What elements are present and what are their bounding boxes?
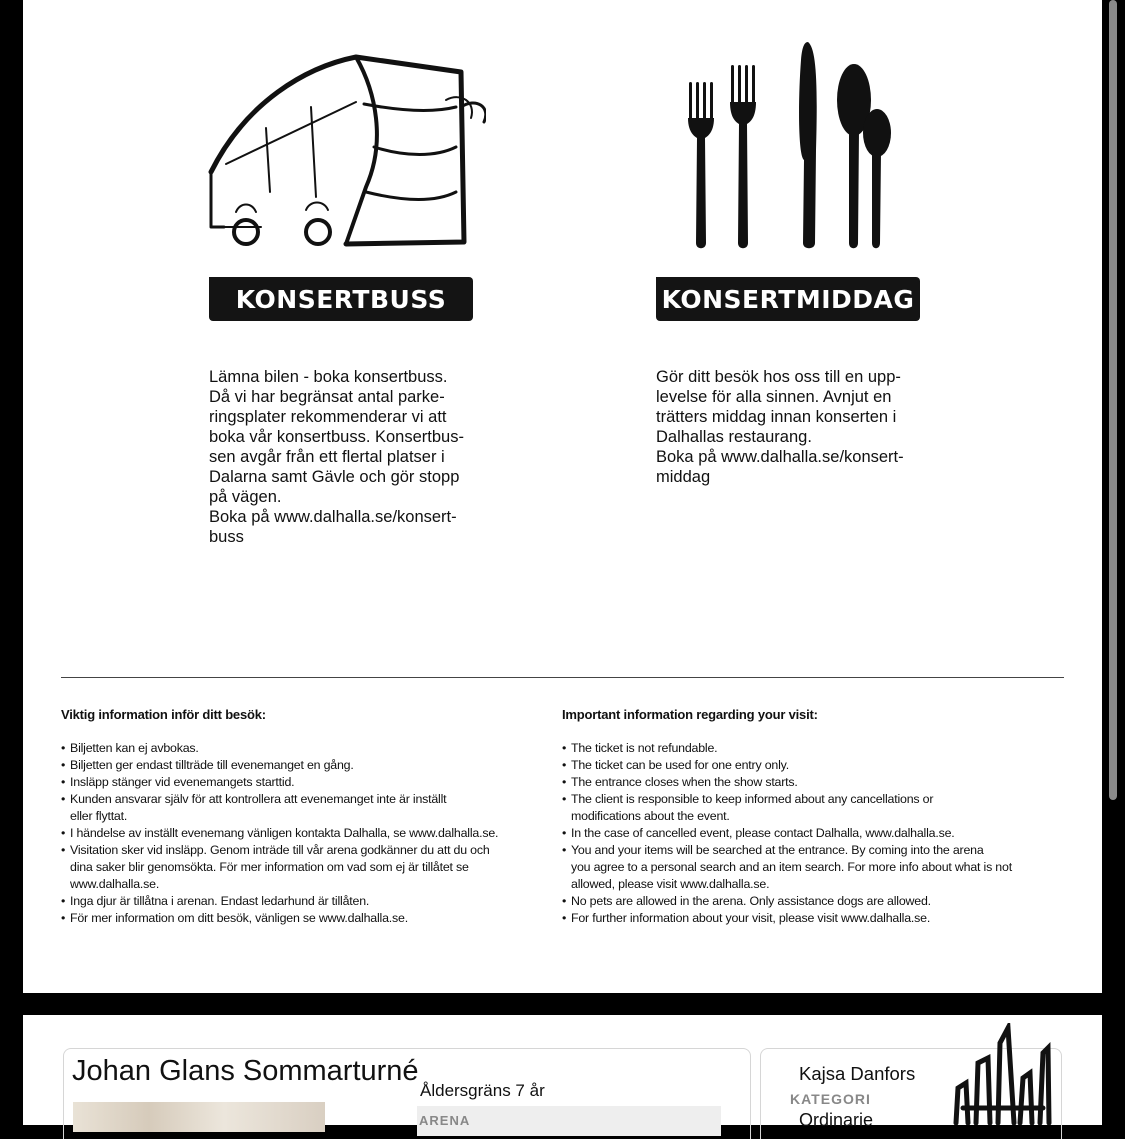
konsertmiddag-banner <box>656 277 920 321</box>
event-title: Johan Glans Sommarturné <box>72 1055 419 1087</box>
artist-name: Kajsa Danfors <box>799 1063 916 1084</box>
list-item: • The client is responsible to keep informed about any cancellations or modifications about the event. <box>562 791 1067 825</box>
info-list-sv <box>61 740 551 927</box>
list-item: • No pets are allowed in the arena. Only assistance dogs are allowed. <box>562 893 1067 910</box>
section-divider <box>61 677 1064 678</box>
list-item: • Kunden ansvarar själv för att kontrollera att evenemanget inte är inställt eller flyttat. <box>61 791 551 825</box>
list-item: • You and your items will be searched at the entrance. By coming into the arena you agree to a personal search and an item search. For more info about what is not allowed, please visit www.dalhalla.se. <box>562 842 1067 893</box>
list-item: • For further information about your visit, please visit www.dalhalla.se. <box>562 910 1067 927</box>
cutlery-icon <box>686 40 891 255</box>
konsertbuss-banner <box>209 277 473 321</box>
ticket-page-info <box>23 0 1102 993</box>
konsertmiddag-text: Gör ditt besök hos oss till en upp- levelse för alla sinnen. Avnjut en trätters middag innan konserten i Dalhallas restaurang. Boka på www.dalhalla.se/konsert- middag <box>656 368 904 486</box>
ticket-page <box>23 1015 1102 1130</box>
list-item: • Inga djur är tillåtna i arenan. Endast ledarhund är tillåten. <box>61 893 551 910</box>
list-item: • För mer information om ditt besök, vänligen se www.dalhalla.se. <box>61 910 551 927</box>
info-heading-sv: Viktig information inför ditt besök: <box>61 707 266 722</box>
list-item: • Insläpp stänger vid evenemangets starttid. <box>61 774 551 791</box>
list-item: • Visitation sker vid insläpp. Genom inträde till vår arena godkänner du att du och dina saker blir genomsökta. För mer information om vad som ej är tillåtet se www.dalhalla.se. <box>61 842 551 893</box>
bus-icon <box>206 52 486 255</box>
list-item: • The ticket can be used for one entry only. <box>562 757 1067 774</box>
list-item: • In the case of cancelled event, please contact Dalhalla, www.dalhalla.se. <box>562 825 1067 842</box>
category-label: KATEGORI <box>790 1091 871 1107</box>
info-list-en <box>562 740 1067 927</box>
list-item: • Biljetten ger endast tillträde till evenemanget en gång. <box>61 757 551 774</box>
info-heading-en: Important information regarding your visit: <box>562 707 818 722</box>
list-item: • Biljetten kan ej avbokas. <box>61 740 551 757</box>
list-item: • The entrance closes when the show starts. <box>562 774 1067 791</box>
konsertbuss-title: KONSERTBUSS <box>235 284 447 314</box>
list-item: • I händelse av inställt evenemang vänligen kontakta Dalhalla, se www.dalhalla.se. <box>61 825 551 842</box>
konsertbuss-text: Lämna bilen - boka konsertbuss. Då vi har begränsat antal parke- ringsplater rekommenderar vi att boka vår konsertbuss. Konsertbus- sen avgår från ett flertal platser i Dalarna samt Gävle och gör stopp på vägen. Boka på www.dalhalla.se/konsert- buss <box>209 368 464 546</box>
category-value: Ordinarie <box>799 1110 874 1130</box>
event-photo <box>73 1102 325 1132</box>
list-item: • The ticket is not refundable. <box>562 740 1067 757</box>
age-limit: Åldersgräns 7 år <box>420 1081 545 1100</box>
arena-label: ARENA <box>419 1113 471 1128</box>
scrollbar[interactable] <box>1109 0 1117 800</box>
konsertmiddag-title: KONSERTMIDDAG <box>661 284 915 314</box>
dalhalla-logo-icon <box>948 1023 1063 1130</box>
